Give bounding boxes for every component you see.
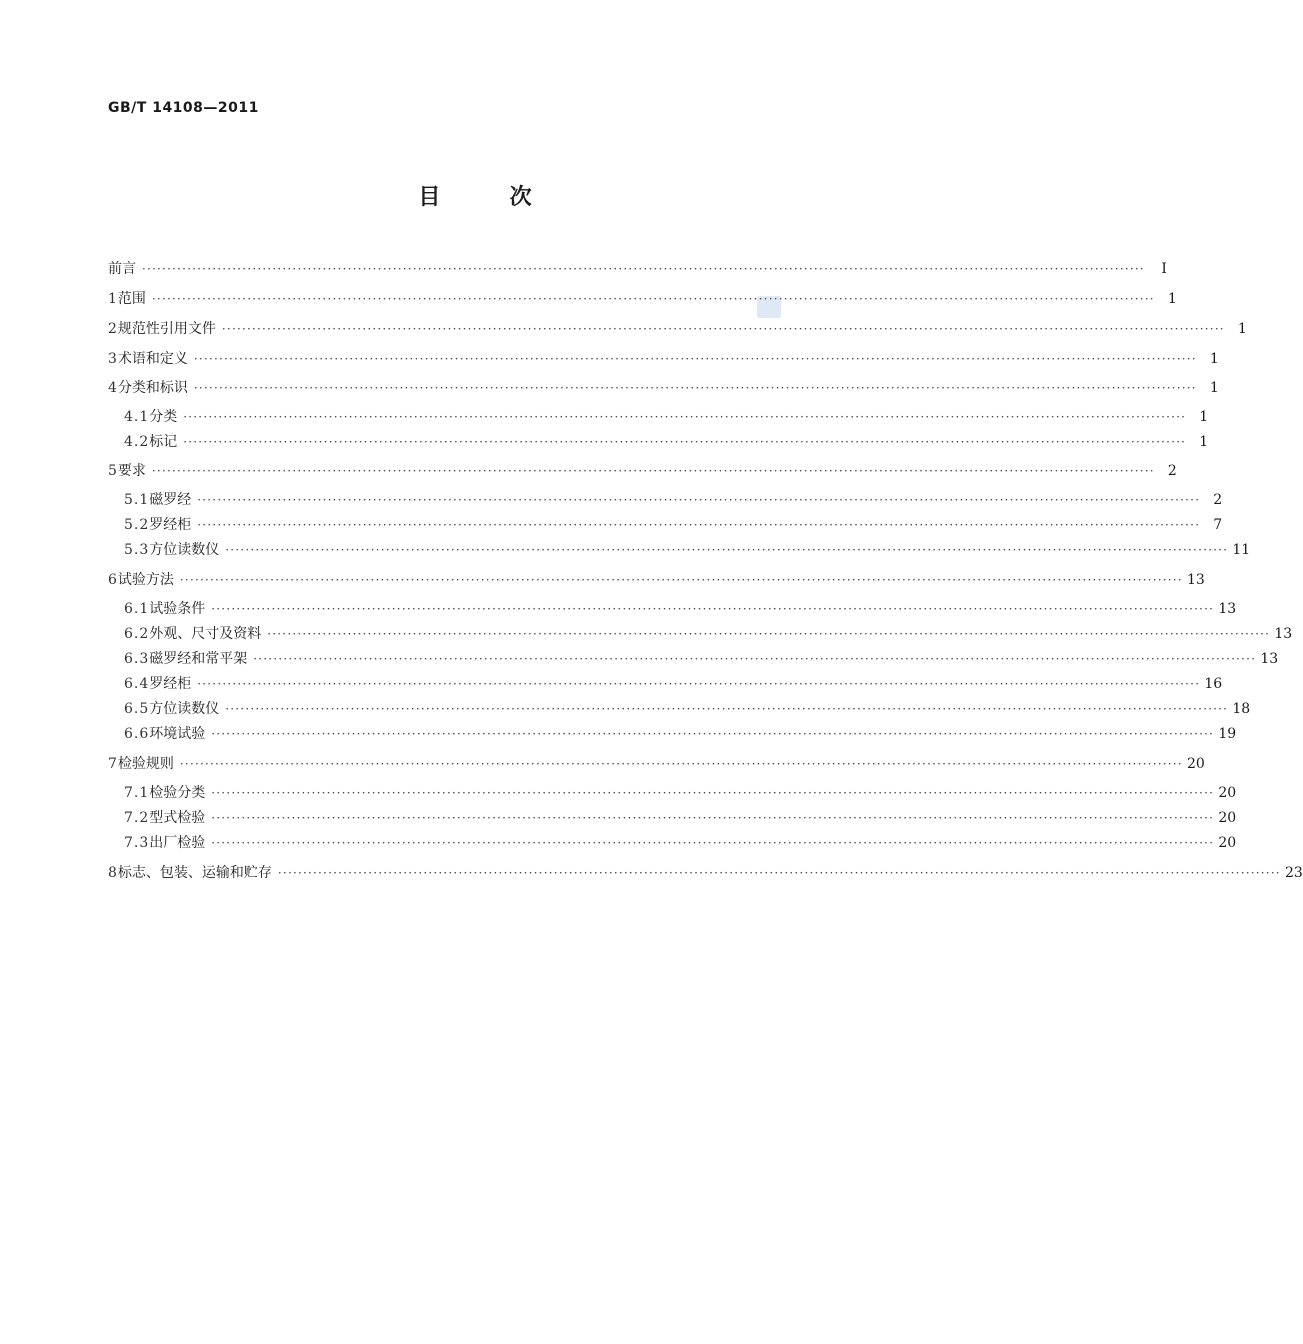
toc-entry-leader: ········································································································································································································	[211, 727, 1215, 741]
toc-entry-label: 磁罗经	[149, 492, 192, 508]
toc-entry-leader: ········································································································································································································	[179, 573, 1183, 587]
toc-entry-number: 6.6	[124, 726, 150, 742]
toc-entry-number: 4.1	[124, 409, 150, 425]
toc-entry-number: 4.2	[124, 434, 150, 450]
toc-entry[interactable]	[108, 723, 1237, 745]
toc-entry-label: 试验方法	[117, 572, 174, 588]
toc-entry[interactable]	[108, 348, 1219, 370]
toc-entry-leader: ········································································································································································································	[253, 652, 1257, 666]
toc-entry-label: 标志、包装、运输和贮存	[117, 865, 272, 881]
toc-entry-number: 6.5	[124, 701, 150, 717]
toc-entry-leader: ········································································································································································································	[183, 435, 1187, 449]
toc-entry-number: 4	[108, 380, 118, 396]
toc-entry-number: 6.2	[124, 626, 150, 642]
toc-entry-leader: ········································································································································································································	[197, 677, 1201, 691]
toc-entry[interactable]	[108, 258, 1167, 280]
toc-entry-number: 6.4	[124, 676, 150, 692]
toc-entry-label: 检验分类	[149, 785, 206, 801]
toc-entry-leader: ········································································································································································································	[183, 410, 1187, 424]
toc-entry[interactable]	[108, 807, 1237, 829]
toc-entry-number: 5.3	[124, 542, 150, 558]
toc-entry-label: 磁罗经和常平架	[149, 651, 248, 667]
toc-entry-label: 标记	[149, 434, 178, 450]
toc-entry-number: 5	[108, 463, 118, 479]
toc-entry-label: 分类	[149, 409, 178, 425]
toc-entry-leader: ········································································································································································································	[197, 518, 1201, 532]
toc-entry-page: 7	[1213, 517, 1223, 533]
toc-entry-label: 罗经柜	[149, 676, 192, 692]
toc-title-char-1: 目	[418, 185, 441, 210]
toc-entry-leader: ········································································································································································································	[211, 811, 1215, 825]
toc-entry[interactable]	[108, 753, 1205, 775]
toc-entry-number: 7.1	[124, 785, 150, 801]
toc-entry-page: 13	[1218, 601, 1237, 617]
toc-entry-page: 1	[1199, 409, 1209, 425]
toc-entry-leader: ········································································································································································································	[197, 493, 1201, 507]
toc-entry[interactable]	[108, 377, 1219, 399]
toc-entry[interactable]	[108, 569, 1205, 591]
toc-entry-page: 13	[1186, 572, 1205, 588]
toc-entry[interactable]	[108, 648, 1279, 670]
toc-entry-label: 型式检验	[149, 810, 206, 826]
toc-entry[interactable]	[108, 539, 1251, 561]
toc-entry-page: 13	[1260, 651, 1279, 667]
toc-entry-number: 7.2	[124, 810, 150, 826]
toc-entry-label: 术语和定义	[117, 351, 188, 367]
toc-entry[interactable]	[108, 862, 1303, 884]
standard-code: GB/T 14108—2011	[108, 100, 259, 116]
toc-entry-leader: ········································································································································································································	[211, 786, 1215, 800]
toc-entry-page: 19	[1218, 726, 1237, 742]
toc-entry[interactable]	[108, 598, 1237, 620]
toc-entry-label: 范围	[117, 291, 146, 307]
toc-entry-page: 16	[1204, 676, 1223, 692]
toc-entry-leader: ········································································································································································································	[193, 381, 1197, 395]
toc-entry-number: 6.1	[124, 601, 150, 617]
toc-entry-page: 1	[1199, 434, 1209, 450]
toc-entry-leader: ········································································································································································································	[211, 602, 1215, 616]
toc-entry[interactable]	[108, 288, 1177, 310]
toc-entry-page: 1	[1167, 291, 1177, 307]
toc-entry-label: 环境试验	[149, 726, 206, 742]
toc-entry-page: 2	[1213, 492, 1223, 508]
toc-entry-number: 5.2	[124, 517, 150, 533]
toc-entry[interactable]	[108, 698, 1251, 720]
toc-entry-label: 前言	[108, 261, 136, 277]
toc-entry-number: 8	[108, 865, 118, 881]
toc-entry[interactable]	[108, 406, 1209, 428]
toc-entry-number: 7.3	[124, 835, 150, 851]
toc-title	[0, 180, 950, 211]
toc-entry-label: 罗经柜	[149, 517, 192, 533]
toc-entry-label: 检验规则	[117, 756, 174, 772]
toc-entry-leader: ········································································································································································································	[142, 262, 1145, 276]
toc-entry[interactable]	[108, 832, 1237, 854]
toc-entry-label: 方位读数仪	[149, 542, 220, 558]
toc-entry[interactable]	[108, 460, 1177, 482]
toc-entry-page: 23	[1284, 865, 1303, 881]
toc-entry-leader: ········································································································································································································	[225, 543, 1229, 557]
toc-title-char-2: 次	[509, 185, 532, 210]
toc-entry-page: 20	[1186, 756, 1205, 772]
toc-entry-label: 试验条件	[149, 601, 206, 617]
toc-entry-leader: ········································································································································································································	[211, 836, 1215, 850]
toc-entry[interactable]	[108, 782, 1237, 804]
toc-entry-page: Ⅰ	[1161, 261, 1167, 277]
toc-entry[interactable]	[108, 623, 1293, 645]
toc-entry-page: 1	[1209, 380, 1219, 396]
toc-entry-label: 方位读数仪	[149, 701, 220, 717]
toc-entry-number: 7	[108, 756, 118, 772]
toc-entry-page: 20	[1218, 785, 1237, 801]
toc-entry[interactable]	[108, 514, 1223, 536]
toc-entry[interactable]	[108, 489, 1223, 511]
toc-entry-page: 1	[1237, 321, 1247, 337]
toc-entry-number: 2	[108, 321, 118, 337]
toc-entry[interactable]	[108, 318, 1247, 340]
toc-entry-page: 20	[1218, 835, 1237, 851]
toc-entry-leader: ········································································································································································································	[179, 757, 1183, 771]
toc-entry-number: 3	[108, 351, 118, 367]
toc-entry-leader: ········································································································································································································	[277, 866, 1281, 880]
toc-entry-leader: ········································································································································································································	[221, 322, 1225, 336]
toc-entry-page: 2	[1167, 463, 1177, 479]
toc-entry-page: 1	[1209, 351, 1219, 367]
toc-entry-leader: ········································································································································································································	[225, 702, 1229, 716]
toc-entry-leader: ········································································································································································································	[151, 292, 1155, 306]
toc-entry-page: 18	[1232, 701, 1251, 717]
toc-entry-label: 规范性引用文件	[117, 321, 216, 337]
toc-entry-leader: ········································································································································································································	[151, 464, 1155, 478]
toc-entry-label: 外观、尺寸及资料	[149, 626, 262, 642]
toc-entry-number: 6.3	[124, 651, 150, 667]
toc-entry-page: 20	[1218, 810, 1237, 826]
toc-entry[interactable]	[108, 673, 1223, 695]
toc-entry-label: 出厂检验	[149, 835, 206, 851]
toc-entry-number: 5.1	[124, 492, 150, 508]
toc-entry[interactable]	[108, 431, 1209, 453]
toc-entry-label: 分类和标识	[117, 380, 188, 396]
toc-entry-page: 11	[1232, 542, 1251, 558]
toc-entry-leader: ········································································································································································································	[267, 627, 1271, 641]
toc-entry-leader: ········································································································································································································	[193, 352, 1197, 366]
toc-entry-number: 1	[108, 291, 118, 307]
toc-entry-label: 要求	[117, 463, 146, 479]
toc-entry-page: 13	[1274, 626, 1293, 642]
toc-entry-number: 6	[108, 572, 118, 588]
